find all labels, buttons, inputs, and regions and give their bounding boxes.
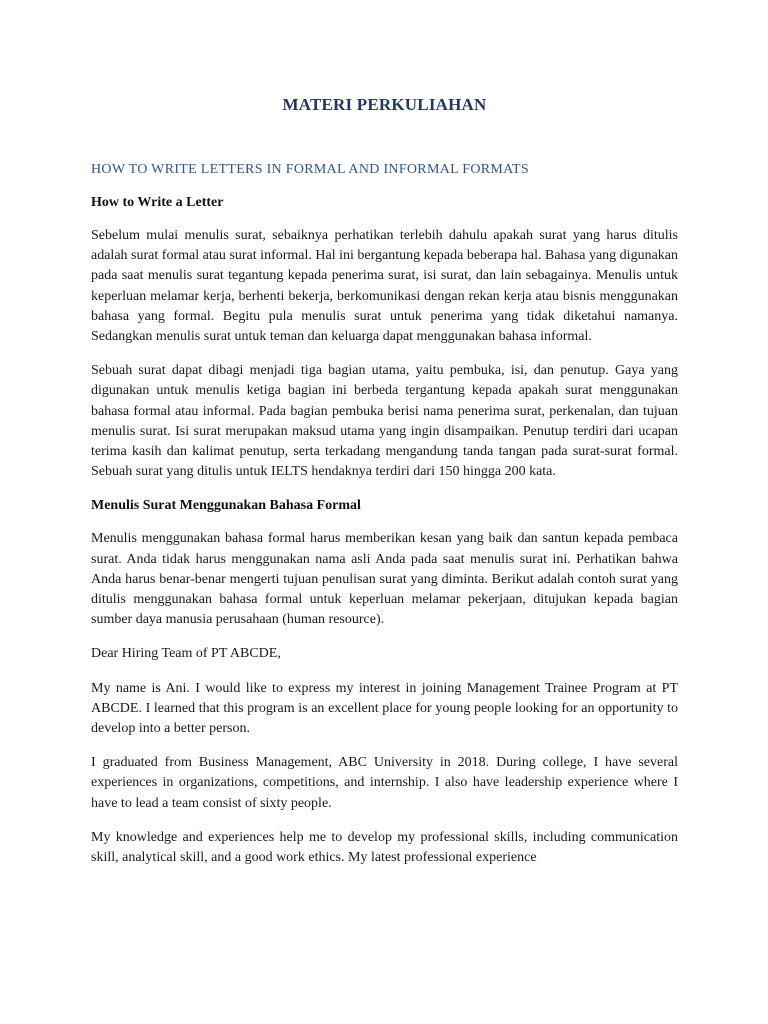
paragraph-letter-structure: Sebuah surat dapat dibagi menjadi tiga bagian utama, yaitu pembuka, isi, dan penutup. Gaya yang digunakan untuk menulis ketiga bagian ini berbeda tergantung kepada apakah surat menggunakan bahasa formal atau informal. Pada bagian pembuka berisi nama penerima surat, perkenalan, dan tujuan menulis surat. Isi surat merupakan maksud utama yang ingin disampaikan. Penutup terdiri dari ucapan terima kasih dan kalimat penutup, serta terkadang mengandung tanda tangan pada surat-surat formal. Sebuah surat yang ditulis untuk IELTS hendaknya terdiri dari 150 hingga 200 kata. (91, 363, 678, 480)
document-subtitle: HOW TO WRITE LETTERS IN FORMAL AND INFORMAL FORMATS (91, 162, 529, 177)
document-page (91, 0, 678, 1024)
section-heading-formal-letter: Menulis Surat Menggunakan Bahasa Formal (91, 498, 361, 514)
paragraph-intro-formal-informal: Sebelum mulai menulis surat, sebaiknya perhatikan terlebih dahulu apakah surat yang harus ditulis adalah surat formal atau surat informal. Hal ini bergantung kepada beberapa hal. Bahasa yang digunakan pada saat menulis surat tegantung kepada penerima surat, isi surat, dan lain sebagainya. Menulis untuk keperluan melamar kerja, berhenti bekerja, berkomunikasi dengan rekan kerja atau bisnis menggunakan bahasa yang formal. Begitu pula menulis surat untuk penerima yang tidak diketahui namanya. Sedangkan menulis surat untuk teman dan keluarga dapat menggunakan bahasa informal. (91, 228, 678, 345)
letter-paragraph-introduction: My name is Ani. I would like to express my interest in joining Management Trainee Program at PT ABCDE. I learned that this program is an excellent place for young people looking for an opportunity to develop into a better person. (91, 680, 678, 737)
letter-paragraph-education: I graduated from Business Management, ABC University in 2018. During college, I have several experiences in organizations, competitions, and internship. I also have leadership experience where I have to lead a team consist of sixty people. (91, 755, 678, 811)
letter-salutation: Dear Hiring Team of PT ABCDE, (91, 646, 281, 662)
section-heading-how-to-write: How to Write a Letter (91, 195, 224, 210)
letter-paragraph-skills: My knowledge and experiences help me to develop my professional skills, including communication skill, analytical skill, and a good work ethics. My latest professional experience (91, 829, 678, 866)
paragraph-formal-guidance: Menulis menggunakan bahasa formal harus memberikan kesan yang baik dan santun kepada pembaca surat. Anda tidak harus menggunakan nama asli Anda pada saat menulis surat ini. Perhatikan bahwa Anda harus benar-benar mengerti tujuan penulisan surat yang diminta. Berikut adalah contoh surat yang ditulis menggunakan bahasa formal untuk keperluan melamar pekerjaan, ditujukan kepada bagian sumber daya manusia perusahaan (human resource). (91, 531, 678, 628)
document-title: MATERI PERKULIAHAN (282, 95, 487, 114)
